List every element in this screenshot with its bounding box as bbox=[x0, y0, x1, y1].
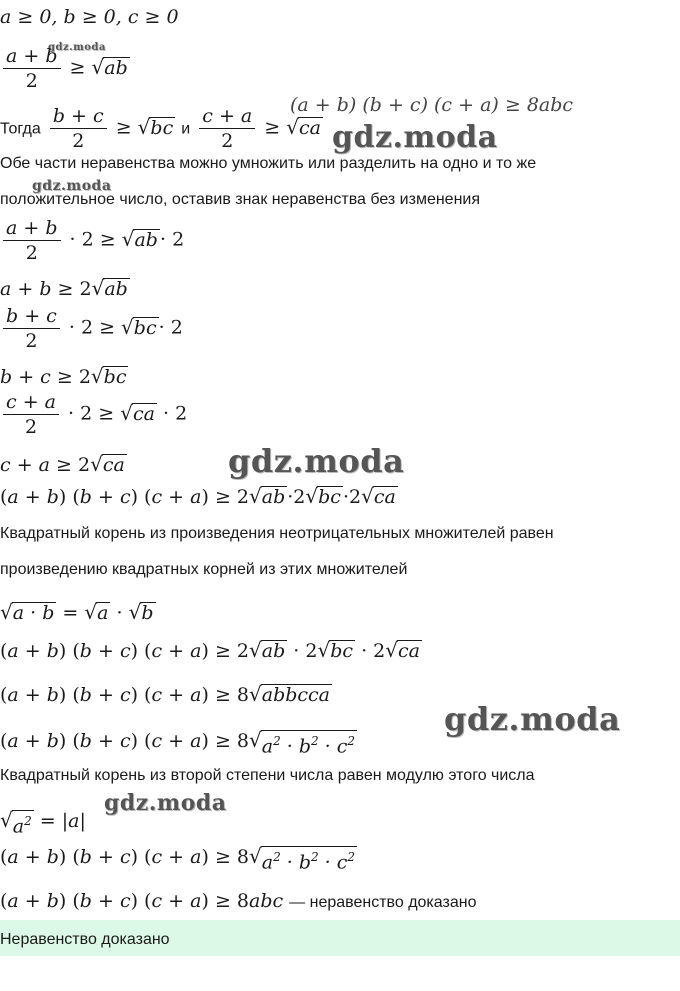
hidden-line: (a + b) (b + c) (c + a) ≥ 8abc bbox=[290, 94, 574, 116]
watermark-large-2: gdz.moda bbox=[228, 442, 405, 480]
eq-product-3: (a + b) (b + c) (c + a) ≥ 8 √ abbcca bbox=[0, 682, 331, 706]
eq-final: (a + b) (b + c) (c + a) ≥ 8abc — неравенство доказано bbox=[0, 890, 477, 912]
eq-bc-times-2: $\frac{b + c}{2}$ · 2 ≥ √ bc · 2 bbox=[0, 304, 183, 353]
eq-sqrt-a-squared: √ $a^2$ = |a| bbox=[0, 808, 86, 838]
eq-ab-result: a + b ≥ 2 √ ab bbox=[0, 276, 128, 300]
watermark-small-top: gdz.moda bbox=[48, 42, 106, 53]
text-multiply-1: Обе части неравенства можно умножить или разделить на одно и то же bbox=[0, 155, 537, 172]
eq-ca-result: c + a ≥ 2 √ ca bbox=[0, 452, 125, 476]
togda-line: Тогда $\frac{b + c}{2}$ ≥ √ bc и $\frac{c + a}{2}$ ≥ √ ca bbox=[0, 105, 321, 152]
eq-root-rule: √ a · b = √ a · √ b bbox=[0, 600, 154, 624]
text-root-product-2: произведению квадратных корней из этих множителей bbox=[0, 561, 408, 578]
eq-product-4: (a + b) (b + c) (c + a) ≥ 8 √ $a^2 \cdot b^2 \cdot c^2$ bbox=[0, 728, 356, 758]
eq-ca-times-2: $\frac{c + a}{2}$ · 2 ≥ √ ca · 2 bbox=[0, 390, 187, 439]
eq-product-5: (a + b) (b + c) (c + a) ≥ 8 √ $a^2 \cdot b^2 \cdot c^2$ bbox=[0, 844, 356, 874]
eq-bc-result: b + c ≥ 2 √ bc bbox=[0, 364, 127, 388]
result-text: Неравенство доказано bbox=[0, 931, 170, 948]
text-square-root-modulus: Квадратный корень из второй степени числа равен модулю этого числа bbox=[0, 767, 535, 784]
watermark-small-2: gdz.moda bbox=[32, 178, 112, 194]
am-gm-line: $\frac{a + b}{2}$ ≥ √ ab bbox=[0, 44, 130, 93]
watermark-medium-4: gdz.moda bbox=[104, 790, 227, 816]
text-root-product-1: Квадратный корень из произведения неотрицательных множителей равен bbox=[0, 525, 554, 542]
watermark-large-1: gdz.moda bbox=[332, 120, 498, 155]
eq-product-1: (a + b) (b + c) (c + a) ≥ 2 √ ab ·2 √ bc ·2 √ ca bbox=[0, 484, 396, 508]
eq-ab-times-2: $\frac{a + b}{2}$ · 2 ≥ √ ab · 2 bbox=[0, 216, 184, 265]
eq-product-2: (a + b) (b + c) (c + a) ≥ 2 √ ab · 2 √ bc · 2 √ ca bbox=[0, 638, 420, 662]
watermark-large-3: gdz.moda bbox=[444, 700, 621, 738]
text-multiply-2: положительное число, оставив знак неравенства без изменения bbox=[0, 191, 481, 208]
conditions-line: a ≥ 0, b ≥ 0, c ≥ 0 bbox=[0, 6, 179, 28]
